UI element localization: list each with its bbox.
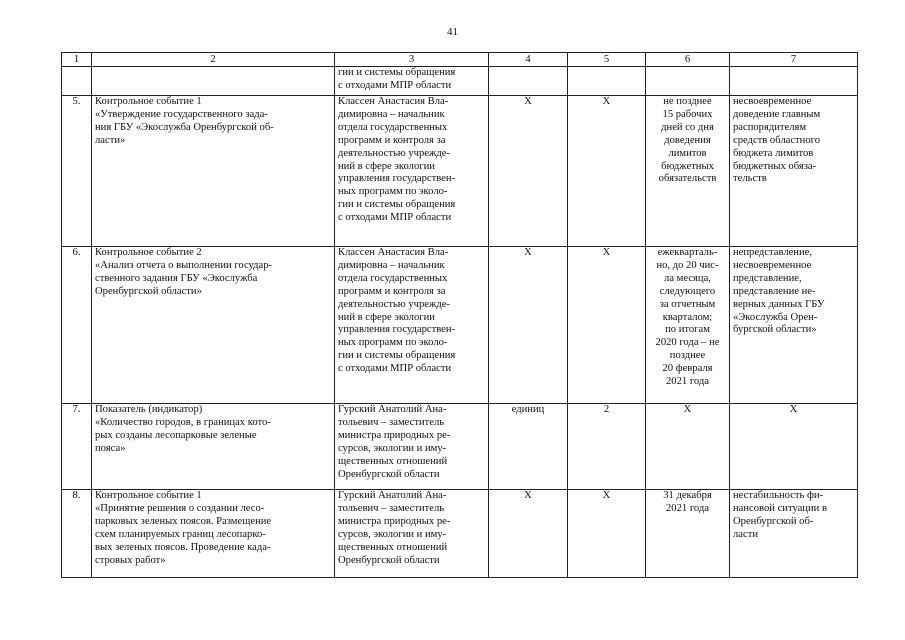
base-value-cell: 2 — [568, 404, 646, 490]
column-header: 3 — [335, 53, 489, 67]
base-value-cell: Х — [568, 490, 646, 578]
unit-cell — [489, 67, 568, 96]
column-header: 1 — [62, 53, 92, 67]
row-number — [62, 67, 92, 96]
table-row — [62, 96, 858, 247]
deadline-cell: Х — [646, 404, 730, 490]
unit-cell: Х — [489, 247, 568, 404]
risk-cell: непредставление, несвоевременное представление, представление не- верных данных ГБУ «Экослужба Орен- бургской области» — [730, 247, 858, 404]
event-cell: Контрольное событие 1 «Утверждение государственного зада- ния ГБУ «Экослужба Оренбургской об- ласти» — [92, 96, 335, 247]
deadline-cell — [646, 67, 730, 96]
row-number: 8. — [62, 490, 92, 578]
responsible-cell: Гурский Анатолий Ана- тольевич – заместитель министра природных ре- сурсов, экологии и иму- щественных отношений Оренбургской области — [335, 490, 489, 578]
base-value-cell: Х — [568, 96, 646, 247]
page-number: 41 — [447, 26, 458, 38]
column-header: 2 — [92, 53, 335, 67]
row-number: 7. — [62, 404, 92, 490]
base-value-cell — [568, 67, 646, 96]
risk-cell: Х — [730, 404, 858, 490]
deadline-cell: ежекварталь- но, до 20 чис- ла месяца, следующего за отчетным кварталом; по итогам 2020 года – не позднее 20 февраля 2021 года — [646, 247, 730, 404]
unit-cell: Х — [489, 96, 568, 247]
base-value-cell: Х — [568, 247, 646, 404]
column-header: 5 — [568, 53, 646, 67]
table-row — [62, 404, 858, 490]
event-cell: Показатель (индикатор) «Количество городов, в границах кото- рых созданы лесопарковые зеленые пояса» — [92, 404, 335, 490]
responsible-cell: Гурский Анатолий Ана- тольевич – заместитель министра природных ре- сурсов, экологии и иму- щественных отношений Оренбургской области — [335, 404, 489, 490]
risk-cell: нестабильность фи- нансовой ситуации в Оренбургской об- ласти — [730, 490, 858, 578]
table-row — [62, 490, 858, 578]
responsible-cell: гии и системы обращения с отходами МПР области — [335, 67, 489, 96]
column-header: 6 — [646, 53, 730, 67]
deadline-cell: не позднее 15 рабочих дней со дня доведения лимитов бюджетных обязательств — [646, 96, 730, 247]
responsible-cell: Классен Анастасия Вла- димировна – начальник отдела государственных программ и контроля за деятельностью учрежде- ний в сфере экологии управления государствен- ных программ по эколо- гии и системы обращения с отходами МПР области — [335, 247, 489, 404]
header-row — [62, 53, 858, 67]
risk-cell: несвоевременное доведение главным распорядителям средств областного бюджета лимитов бюджетных обяза- тельств — [730, 96, 858, 247]
row-number: 5. — [62, 96, 92, 247]
event-cell: Контрольное событие 2 «Анализ отчета о выполнении государ- ственного задания ГБУ «Экослужба Оренбургской области» — [92, 247, 335, 404]
unit-cell: единиц — [489, 404, 568, 490]
deadline-cell: 31 декабря 2021 года — [646, 490, 730, 578]
unit-cell: Х — [489, 490, 568, 578]
table-row — [62, 247, 858, 404]
plan-table — [61, 52, 858, 578]
column-header: 7 — [730, 53, 858, 67]
column-header: 4 — [489, 53, 568, 67]
event-cell: Контрольное событие 1 «Принятие решения о создании лесо- парковых зеленых поясов. Размещение схем планируемых границ лесопарко- вых зеленых поясов. Проведение када- стровых работ» — [92, 490, 335, 578]
row-number: 6. — [62, 247, 92, 404]
event-cell — [92, 67, 335, 96]
table-row — [62, 67, 858, 96]
responsible-cell: Классен Анастасия Вла- димировна – начальник отдела государственных программ и контроля за деятельностью учрежде- ний в сфере экологии управления государствен- ных программ по эколо- гии и системы обращения с отходами МПР области — [335, 96, 489, 247]
risk-cell — [730, 67, 858, 96]
